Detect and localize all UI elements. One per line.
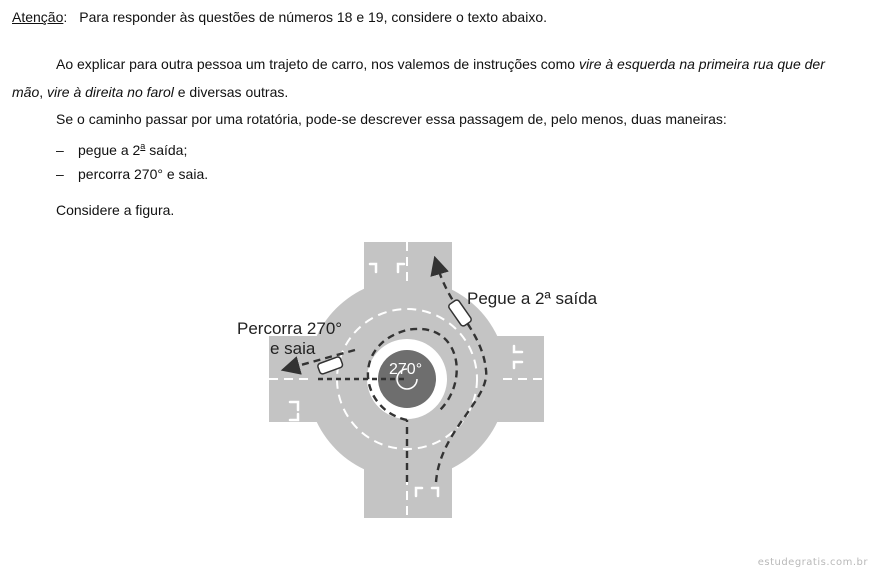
- turn-label-line-1: Percorra 270°: [237, 319, 343, 338]
- attention-line: [12, 8, 547, 26]
- roundabout-figure: [222, 238, 622, 523]
- list-item-1: [56, 137, 187, 159]
- paragraph-1-text-end: e diversas outras.: [173, 84, 289, 100]
- paragraph-1-italic-1: vire à esquerda na primeira rua que der: [578, 56, 825, 72]
- attention-label: Atenção: [12, 9, 64, 25]
- attention-text: Para responder às questões de números 18 e 19, considere o texto abaixo.: [79, 9, 548, 25]
- attention-colon: :: [63, 9, 68, 25]
- exit-label: Pegue a 2ª saída: [467, 289, 598, 308]
- paragraph-1-line-1: [56, 55, 825, 73]
- watermark: estudegratis.com.br: [757, 557, 868, 568]
- list-item-1-text: pegue a 2: [78, 142, 141, 158]
- turn-label-line-2: e saia: [270, 339, 316, 358]
- list-item-2: [56, 165, 208, 183]
- list-dash: –: [56, 142, 64, 158]
- list-dash: –: [56, 166, 64, 182]
- paragraph-1-line-2: [12, 83, 288, 101]
- paragraph-1-comma: ,: [39, 84, 48, 100]
- paragraph-2: Se o caminho passar por uma rotatória, pode-se descrever essa passagem de, pelo menos, duas maneiras:: [56, 111, 727, 127]
- list-item-1-text-end: saída;: [145, 142, 188, 158]
- list-item-2-text: percorra 270° e saia.: [78, 166, 209, 182]
- angle-label: 270°: [389, 361, 423, 378]
- roundabout-center: [367, 339, 447, 419]
- paragraph-1-italic-2: mão: [12, 84, 40, 100]
- paragraph-1-italic-3: vire à direita no farol: [47, 84, 174, 100]
- list-item-1-sup: a: [140, 141, 146, 151]
- consider-figure-text: Considere a figura.: [56, 202, 175, 218]
- paragraph-1-text: Ao explicar para outra pessoa um trajeto de carro, nos valemos de instruções como: [56, 56, 579, 72]
